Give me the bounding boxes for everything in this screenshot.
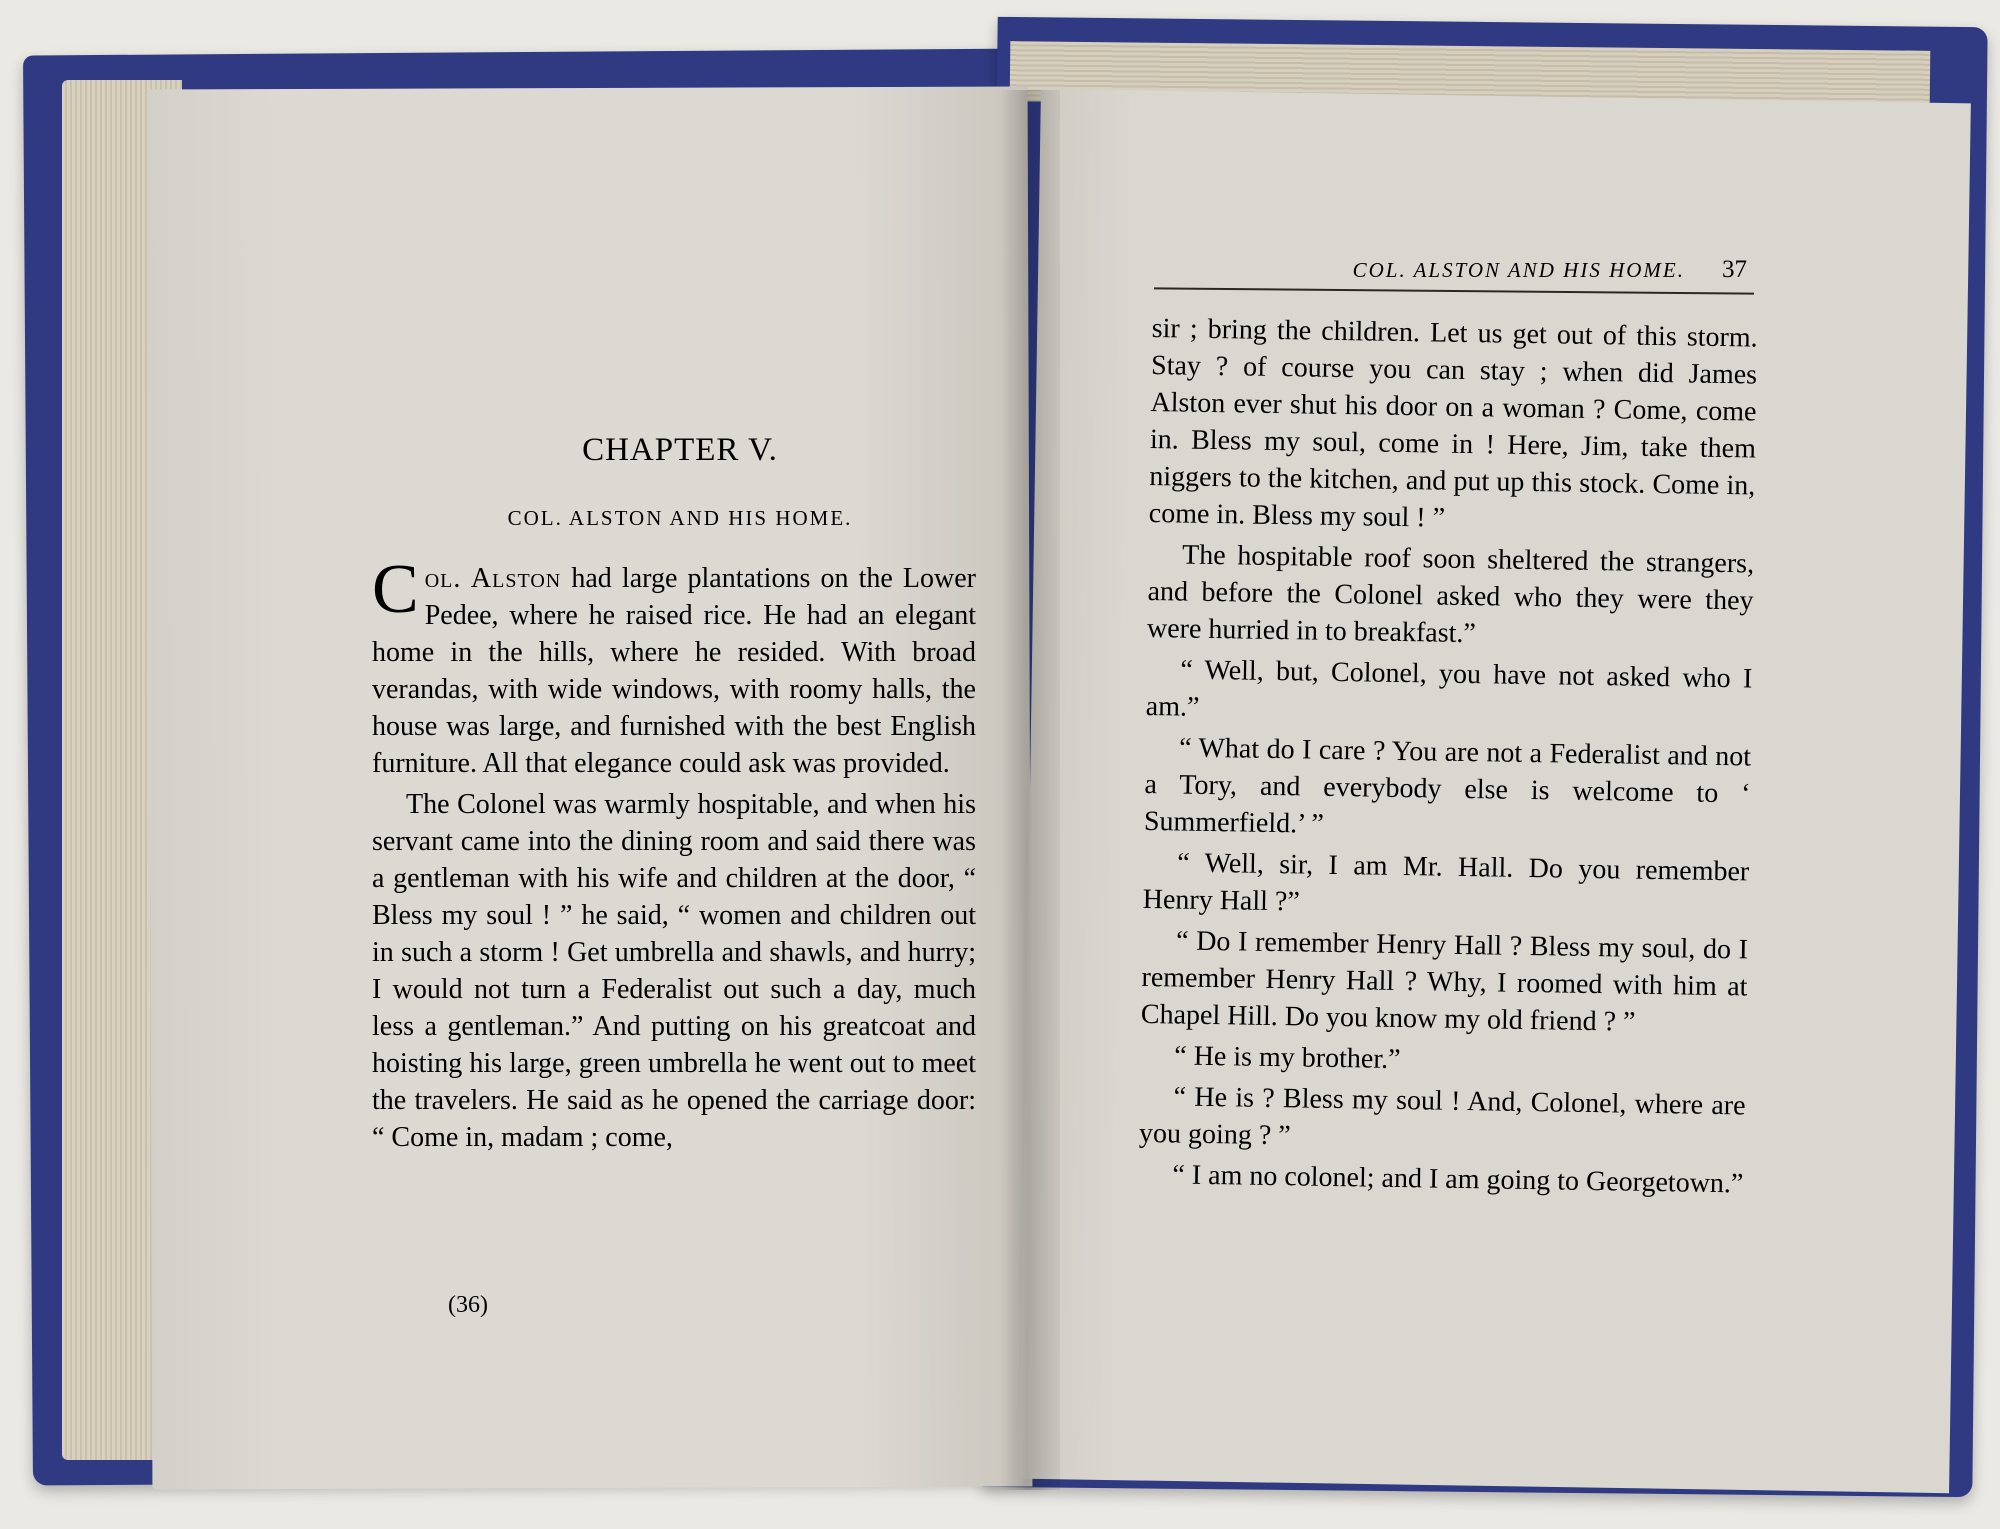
right-paragraph: “ Well, but, Colonel, you have not asked who I am.” [1145,654,1753,723]
running-head: COL. ALSTON AND HIS HOME. [1352,258,1685,282]
left-paragraph-2: The Colonel was warmly hospitable, and when his servant came into the dining room and said there was a gentleman with his wife and children at the door, “ Bless my soul ! ” he said, “ women and children out in such a storm ! Get umbrella and shawls, and hurry; I would not turn a Federalist out such a day, much less a gentleman.” And putting on his greatcoat and hoisting his large, green umbrella he went out to meet the travelers. He said as he opened the carriage door: “ Come in, madam ; come, [372,789,976,1153]
book-gutter [1000,90,1060,1490]
lead-in: ol. Alston [424,563,562,594]
left-paragraph-1 [372,551,976,782]
left-page-text [372,551,976,1156]
right-page-number: 37 [1722,256,1747,283]
right-paragraph: “ What do I care ? You are not a Federalist and not a Tory, and everybody else is welcome to ‘ Summerfield.’ ” [1143,732,1752,840]
right-paragraph: “ He is my brother.” [1174,1040,1401,1075]
right-paragraph: “ Do I remember Henry Hall ? Bless my soul, do I remember Henry Hall ? Why, I roomed with him at Chapel Hill. Do you know my old friend ? ” [1140,925,1749,1038]
right-page-text [1138,310,1758,1202]
paragraph-text: had large plantations on the Lower Pedee, where he raised rice. He had an elegant home in the hills, where he resided. With broad verandas, with wide windows, with roomy halls, the house was large, and furnished with the best English furniture. All that elegance could ask was provided. [372,563,976,779]
left-page-number: (36) [448,1292,488,1318]
right-paragraph: “ I am no colonel; and I am going to Georgetown.” [1172,1159,1744,1200]
chapter-subtitle: COL. ALSTON AND HIS HOME. [507,506,853,530]
right-paragraph: “ Well, sir, I am Mr. Hall. Do you remember Henry Hall ?” [1142,847,1750,918]
right-paragraph: The hospitable roof soon sheltered the strangers, and before the Colonel asked who they were they were hurried in to breakfast.” [1146,539,1755,650]
drop-cap: C [372,551,419,628]
right-paragraph: sir ; bring the children. Let us get out of this storm. Stay ? of course you can stay ; when did James Alston ever shut his door on a woman ? Come, come in. Bless my soul, come in ! Here, Jim, take them niggers to the kitchen, and put up this stock. Come in, come in. Bless my soul ! ” [1148,312,1758,534]
right-paragraph: “ He is ? Bless my soul ! And, Colonel, where are you going ? ” [1138,1081,1746,1152]
chapter-title: CHAPTER V. [582,432,778,468]
